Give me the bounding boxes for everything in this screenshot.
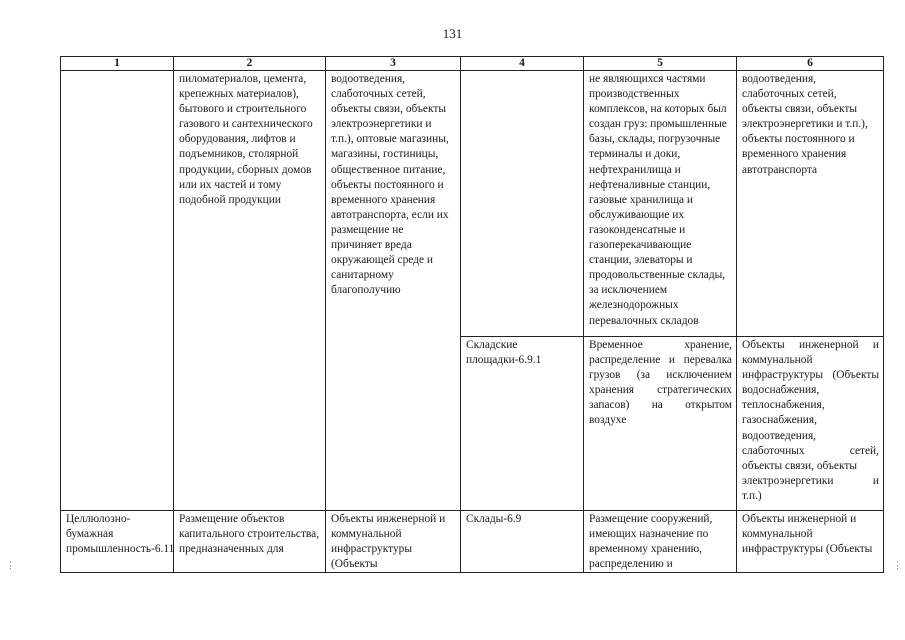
row3-col4-cell: Склады-6.9 [461, 511, 584, 573]
row1-col1-cell [61, 71, 174, 511]
page-number: 131 [442, 26, 463, 41]
row3-col5-cell: Размещение сооружений, имеющих назначение по временному хранению, распределению и [584, 511, 737, 573]
header-col-6: 6 [737, 57, 884, 71]
row2-col6-text-d: электроэнергетики и [742, 474, 879, 487]
row1-col3-cell: водоотведения, слаботочных сетей, объекты связи, объекты электроэнергетики и т.п.), оптовые магазины, магазины, гостиницы, общественное питание, объекты постоянного и временного хранения автотранспорта, если их размещение не причиняет вреда окружающей среде и санитарному благополучию [326, 71, 461, 511]
row3-col1-cell: Целлюлозно-бумажная промышленность-6.11 [61, 511, 174, 573]
row2-col5-cell: Временное хранение, распределение и перевалка грузов (за исключением хранения стратегических запасов) на открытом воздухе [584, 337, 737, 511]
row1-col4-cell [461, 71, 584, 337]
row2-col6-text-b: слаботочных сетей, [742, 444, 879, 457]
row2-col4-cell: Складские площадки-6.9.1 [461, 337, 584, 511]
header-col-4: 4 [461, 57, 584, 71]
row2-col6-text-a: Объекты инженерной и коммунальной инфраструктуры (Объекты водоснабжения, теплоснабжения, газоснабжения, водоотведения, [742, 339, 879, 442]
table-header-row [61, 57, 884, 71]
row2-col6-cell [737, 337, 884, 511]
row3-col2-cell: Размещение объектов капитального строительства, предназначенных для [174, 511, 326, 573]
row3-col3-cell: Объекты инженерной и коммунальной инфраструктуры (Объекты [326, 511, 461, 573]
row3-col6-cell: Объекты инженерной и коммунальной инфраструктуры (Объекты [737, 511, 884, 573]
row2-col6-text-e: т.п.) [742, 489, 762, 502]
header-col-3: 3 [326, 57, 461, 71]
header-col-2: 2 [174, 57, 326, 71]
table-row [61, 511, 884, 573]
row1-col5-cell: не являющихся частями производственных комплексов, на которых был создан груз: промышленные базы, склады, погрузочные терминалы и доки, нефтехранилища и нефтеналивные станции, газовые хранилища и обслуживающие их газоконденсатные и газоперекачивающие станции, элеваторы и продовольственные склады, за исключением железнодорожных перевалочных складов [584, 71, 737, 337]
land-use-table [60, 56, 884, 573]
row2-col6-text-c: объекты связи, объекты [742, 459, 857, 472]
left-margin-mark: ⋮ [6, 560, 15, 570]
row1-col6-cell: водоотведения, слаботочных сетей, объекты связи, объекты электроэнергетики и т.п.), объекты постоянного и временного хранения автотранспорта [737, 71, 884, 337]
header-col-5: 5 [584, 57, 737, 71]
table-row [61, 71, 884, 337]
row1-col2-cell: пиломатериалов, цемента, крепежных материалов), бытового и строительного газового и сантехнического оборудования, лифтов и подъемников, столярной продукции, сборных домов или их частей и тому подобной продукции [174, 71, 326, 511]
right-margin-mark: ⋮ [893, 560, 902, 570]
header-col-1: 1 [61, 57, 174, 71]
